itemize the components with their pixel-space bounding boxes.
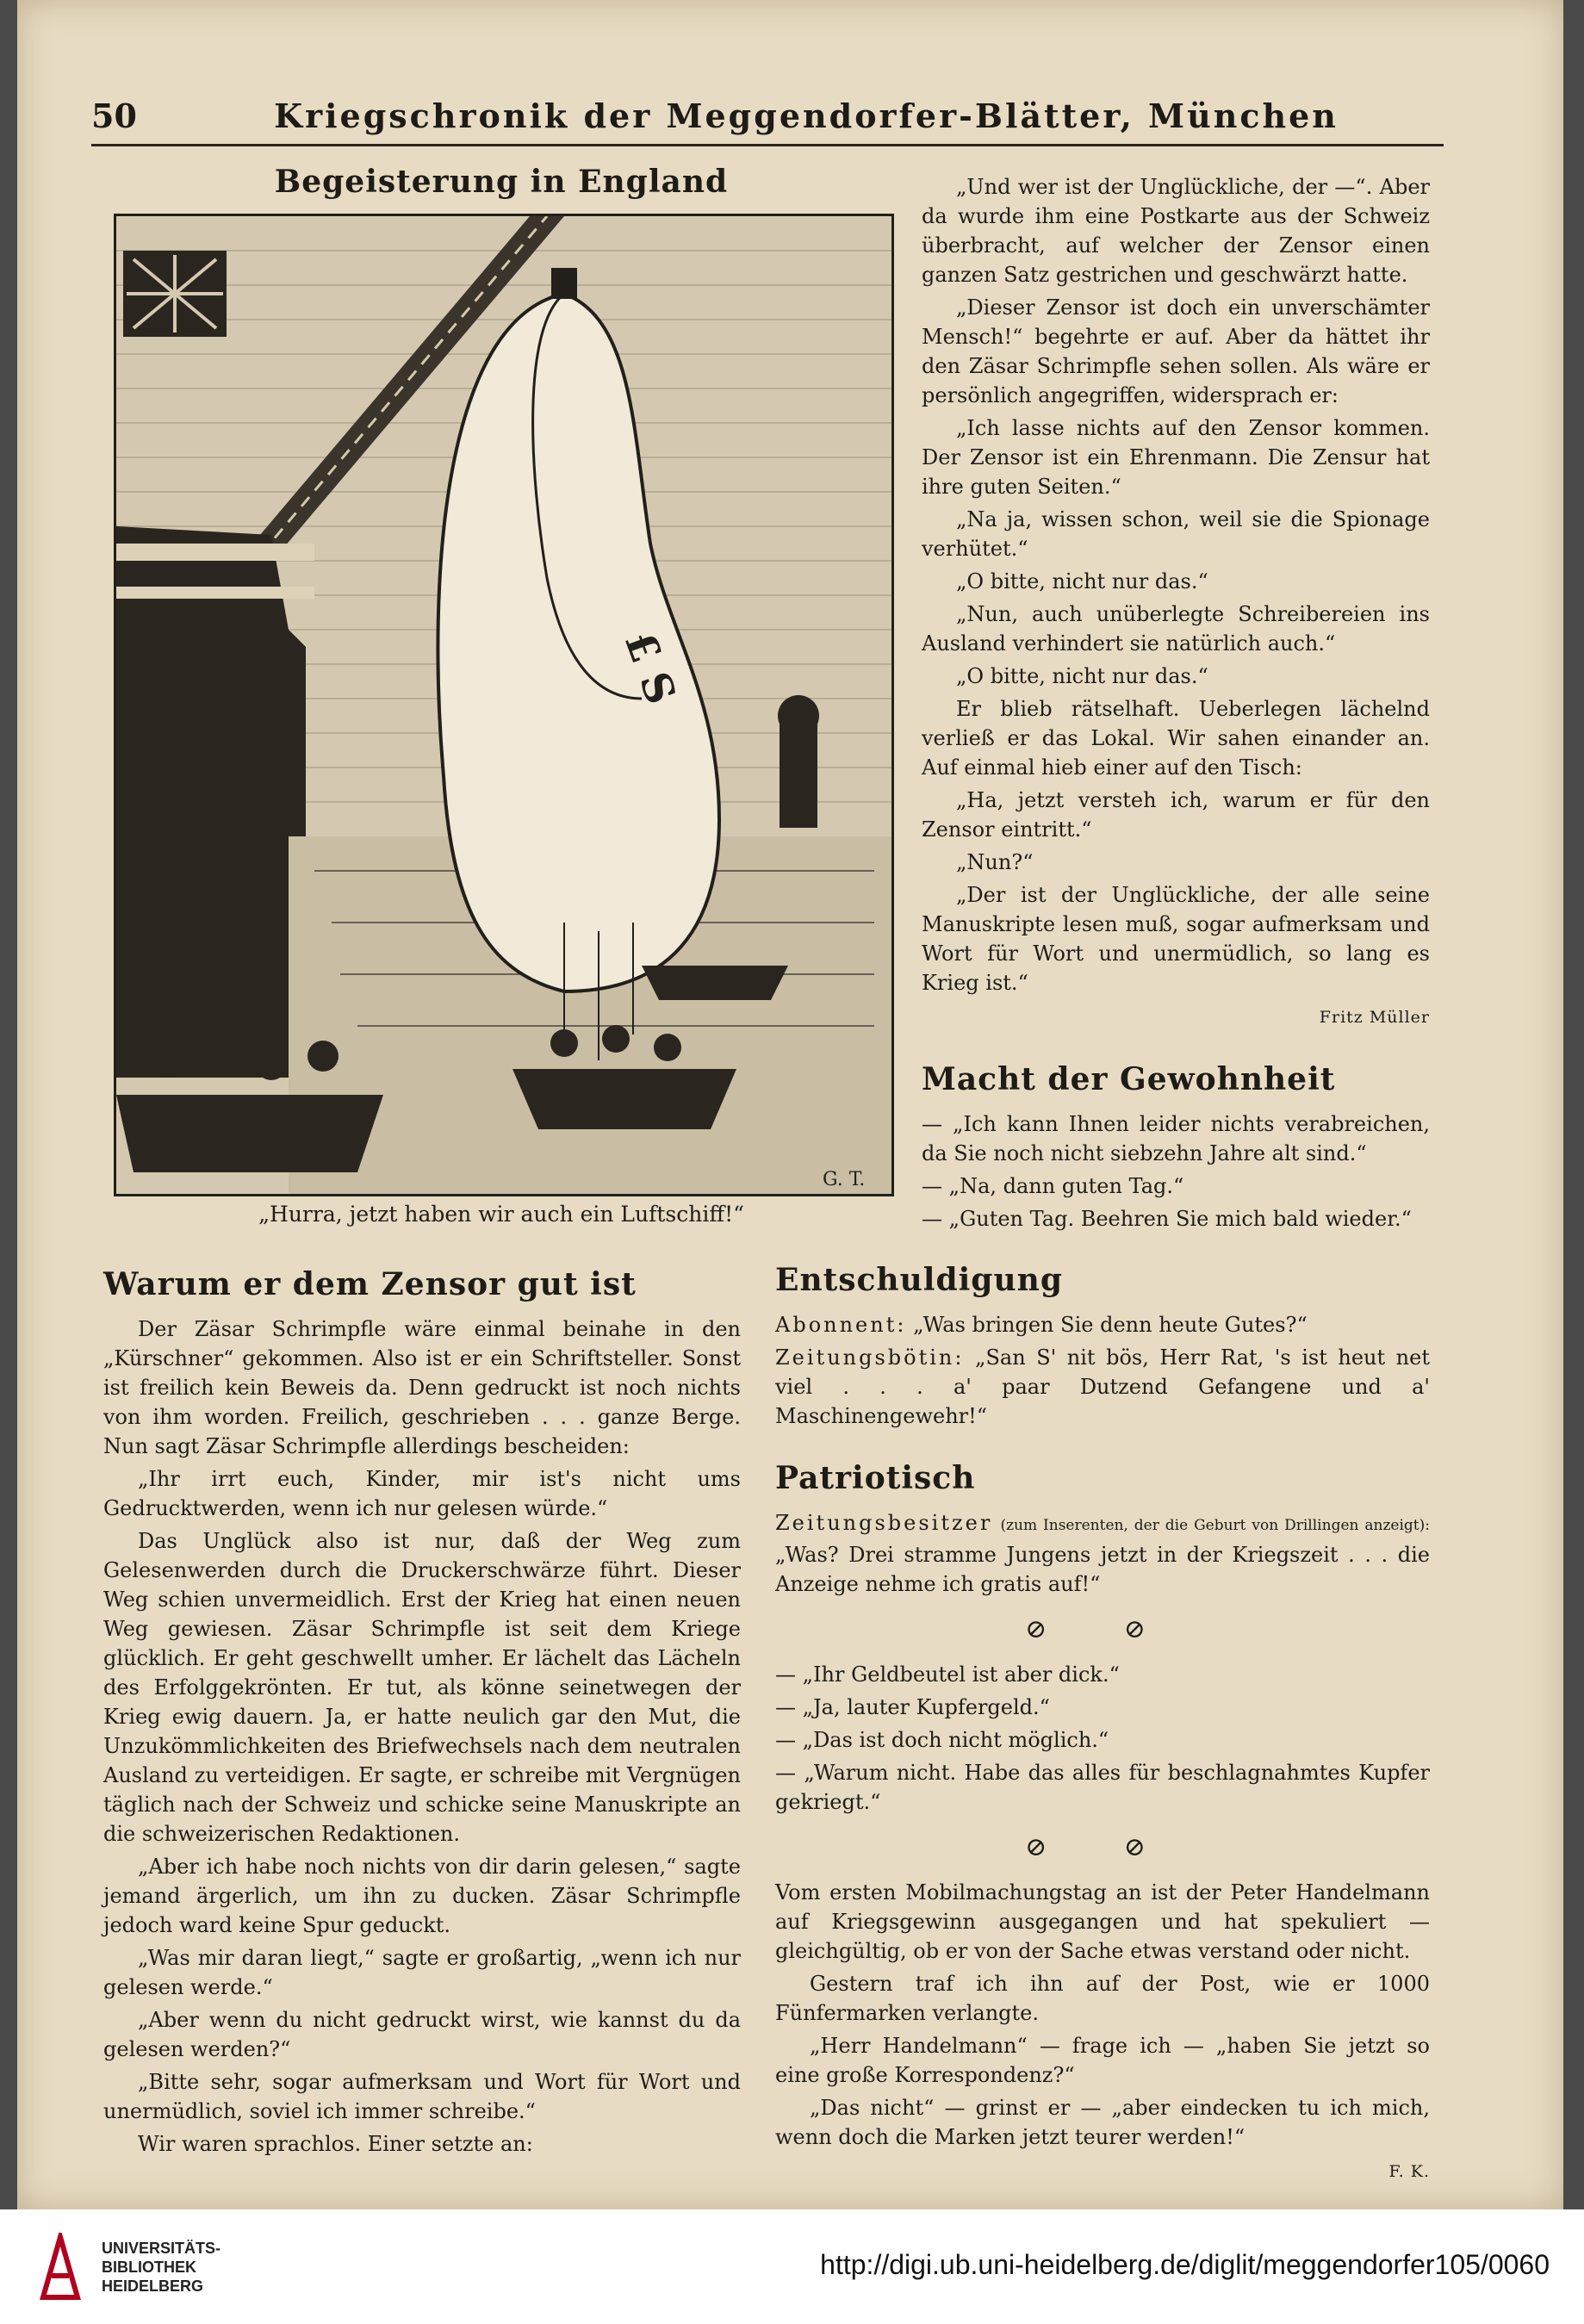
right-column-lower <box>775 1262 1430 2190</box>
cartoon-title: Begeisterung in England <box>274 164 729 200</box>
author-signature: F. K. <box>1388 2162 1430 2181</box>
dialogue-line: „Was? Drei stramme Jungens jetzt in der Kriegszeit . . . die Anzeige nehme ich gratis auf!“ <box>775 1543 1430 1596</box>
dialogue-line: „Was bringen Sie denn heute Gutes?“ <box>913 1313 1308 1337</box>
dialogue-line: — „Ja, lauter Kupfergeld.“ <box>775 1695 1050 1719</box>
paragraph: Gestern traf ich ihn auf der Post, wie er 1000 Fünfermarken verlangte. <box>775 1972 1430 2025</box>
bag-marking: £ S <box>614 624 686 711</box>
paragraph: „Herr Handelmann“ — frage ich — „haben Sie jetzt so eine große Korrespondenz?“ <box>775 2034 1430 2087</box>
paragraph: „Ich lasse nichts auf den Zensor kommen. Der Zensor ist ein Ehrenmann. Die Zensur hat ihre guten Seiten.“ <box>922 416 1430 499</box>
library-name <box>102 2239 221 2296</box>
cartoon-title-block <box>114 164 889 212</box>
stage-direction: (zum Inserenten, der die Geburt von Drillingen anzeigt): <box>1000 1517 1430 1534</box>
paragraph: „Der ist der Unglückliche, der alle seine Manuskripte lesen muß, sogar aufmerksam und Wort für Wort und unermüdlich, so lang es Krieg ist.“ <box>922 883 1430 995</box>
cartoon-drawing <box>116 216 891 1194</box>
paragraph: Vom ersten Mobilmachungstag an ist der Peter Handelmann auf Kriegsgewinn ausgegangen und hat spekuliert — gleichgültig, ob er von der Sache etwas verstand oder nicht. <box>775 1880 1430 1963</box>
cartoon-illustration <box>114 214 894 1196</box>
right-column-upper <box>922 172 1430 1237</box>
dialogue-line: — „Na, dann guten Tag.“ <box>922 1174 1184 1198</box>
paragraph: „Das nicht“ — grinst er — „aber eindecken tu ich mich, wenn doch die Marken jetzt teurer werden!“ <box>775 2096 1430 2149</box>
dialogue-line: „San S' nit bös, Herr Rat, 's ist heut net viel . . . a' paar Dutzend Gefangene und a' Maschinengewehr!“ <box>775 1345 1430 1428</box>
left-column-lower <box>103 1266 741 2162</box>
paragraph: Das Unglück also ist nur, daß der Weg zum Gelesenwerden durch die Druckerschwärze führt. Dieser Weg schien unvermeidlich. Erst der Krieg hat einen neuen Weg gewiesen. Zäsar Schrimpfle ist seit dem Kriege glücklich. Er geht geschwellt umher. Er lächelt das Lächeln des Erfolggekrönten. Er tut, als könne seinetwegen der Krieg ewig dauern. Ja, er hatte neulich gar den Mut, die Unzukömmlichkeiten des Briefwechsels nach dem neutralen Ausland zu verteidigen. Er sagte, er schreibe mit Vergnügen täglich nach der Schweiz und schicke seine Manuskripte an die schweizerischen Redaktionen. <box>103 1529 741 1846</box>
paragraph: „Nun?“ <box>956 850 1034 874</box>
dialogue-line: — „Ihr Geldbeutel ist aber dick.“ <box>775 1662 1120 1687</box>
paragraph: „Aber ich habe noch nichts von dir darin gelesen,“ sagte jemand ärgerlich, um ihn zu ducken. Zäsar Schrimpfle jedoch ward keine Spur geduckt. <box>103 1855 741 1937</box>
library-name-line: BIBLIOTHEK <box>102 2258 196 2276</box>
author-signature: Fritz Müller <box>1319 1008 1430 1027</box>
paragraph: „Bitte sehr, sogar aufmerksam und Wort für Wort und unermüdlich, soviel ich immer schreibe.“ <box>103 2070 741 2123</box>
dialogue-line: — „Guten Tag. Beehren Sie mich bald wieder.“ <box>922 1207 1412 1231</box>
paragraph: Wir waren sprachlos. Einer setzte an: <box>138 2132 533 2156</box>
artist-signature: G. T. <box>823 1169 866 1190</box>
paragraph: „Aber wenn du nicht gedruckt wirst, wie kannst du da gelesen werden?“ <box>103 2008 741 2061</box>
scanned-page <box>17 0 1563 2209</box>
section-heading-entschuldigung: Entschuldigung <box>775 1262 1063 1298</box>
paragraph: Der Zäsar Schrimpfle wäre einmal beinahe in den „Kürschner“ gekommen. Also ist er ein Schriftsteller. Sonst ist freilich kein Beweis da. Denn gedruckt ist noch nichts von ihm worden. Freilich, geschrieben . . . ganze Berge. Nun sagt Zäsar Schrimpfle allerdings bescheiden: <box>103 1317 741 1458</box>
paragraph: „Ihr irrt euch, Kinder, mir ist's nicht ums Gedrucktwerden, wenn ich nur gelesen würde.“ <box>103 1467 741 1520</box>
permalink-url[interactable]: http://digi.ub.uni-heidelberg.de/diglit/meggendorfer105/0060 <box>820 2249 1550 2280</box>
paragraph: „Was mir daran liegt,“ sagte er großartig, „wenn ich nur gelesen werde.“ <box>103 1946 741 1999</box>
section-heading-gewohnheit: Macht der Gewohnheit <box>922 1061 1336 1097</box>
dialogue-line: — „Ich kann Ihnen leider nichts verabreichen, da Sie noch nicht siebzehn Jahre alt sind.“ <box>922 1112 1430 1165</box>
paragraph: „Dieser Zensor ist doch ein unverschämter Mensch!“ begehrte er auf. Aber da hättet ihr den Zäsar Schrimpfle sehen sollen. Als wäre er persönlich angegriffen, widersprach er: <box>922 295 1430 407</box>
paragraph: „Und wer ist der Unglückliche, der —“. Aber da wurde ihm eine Postkarte aus der Schweiz überbracht, auf welcher der Zensor einen ganzen Satz gestrichen und geschwärzt hatte. <box>922 175 1430 287</box>
paragraph: „Nun, auch unüberlegte Schreibereien ins Ausland verhindert sie natürlich auch.“ <box>922 602 1430 656</box>
section-ornament: ⊘ ⊘ <box>1025 1614 1180 1644</box>
library-name-line: HEIDELBERG <box>102 2277 204 2295</box>
section-ornament: ⊘ ⊘ <box>1025 1832 1180 1862</box>
paragraph: „Na ja, wissen schon, weil sie die Spionage verhütet.“ <box>922 507 1430 561</box>
speaker-label: Abonnent: <box>775 1313 907 1337</box>
section-heading-zensor: Warum er dem Zensor gut ist <box>103 1266 637 1302</box>
library-footer <box>0 2209 1584 2324</box>
speaker-label: Zeitungsbötin: <box>775 1345 965 1370</box>
dialogue-line: — „Warum nicht. Habe das alles für beschlagnahmtes Kupfer gekriegt.“ <box>775 1761 1430 1814</box>
library-logo-icon <box>34 2233 86 2302</box>
paragraph: „O bitte, nicht nur das.“ <box>956 664 1208 688</box>
speaker-label: Zeitungsbesitzer <box>775 1511 993 1535</box>
library-name-line: UNIVERSITÄTS- <box>102 2239 221 2257</box>
page-header <box>91 96 1444 146</box>
section-heading-patriotisch: Patriotisch <box>775 1460 976 1496</box>
paragraph: Er blieb rätselhaft. Ueberlegen lächelnd verließ er das Lokal. Wir sahen einander an. Auf einmal hieb einer auf den Tisch: <box>922 697 1430 780</box>
page-number: 50 <box>91 96 137 135</box>
running-title: Kriegschronik der Meggendorfer-Blätter, München <box>274 96 1339 135</box>
cartoon-caption: „Hurra, jetzt haben wir auch ein Luftschiff!“ <box>258 1202 744 1227</box>
paragraph: „Ha, jetzt versteh ich, warum er für den Zensor eintritt.“ <box>922 788 1430 842</box>
dialogue-line: — „Das ist doch nicht möglich.“ <box>775 1728 1109 1752</box>
paragraph: „O bitte, nicht nur das.“ <box>956 569 1208 593</box>
